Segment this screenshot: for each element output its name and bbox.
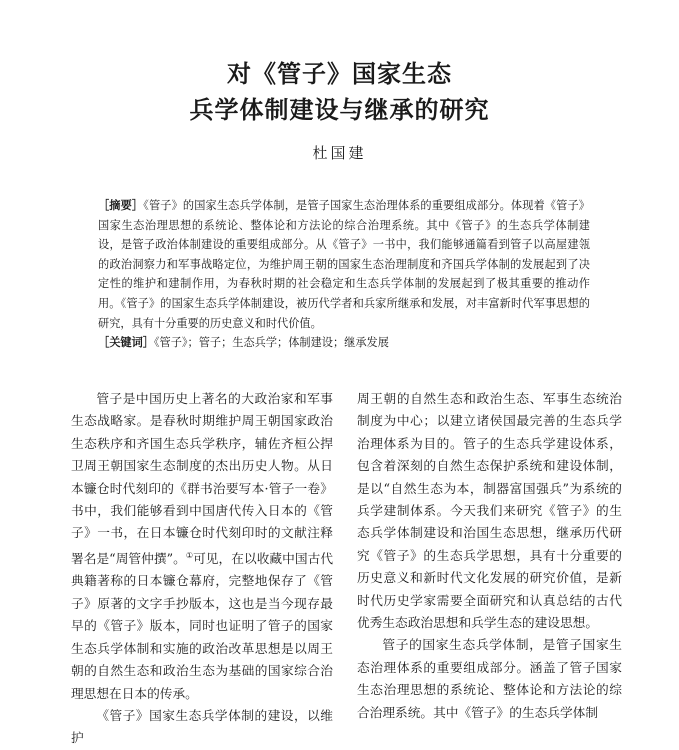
- abstract-text: 《管子》的国家生态兵学体制，是管子国家生态治理体系的重要组成部分。体现着《管子》国家生态治理思想的系统论、整体论和方法论的综合治理系统。其中《管子》的生态兵学体制建设，是管子政治体制建设的重要组成部分。从《管子》一书中，我们能够通篇看到管子以高屋建瓴的政治洞察力和军事战略定位，为维护周王朝的国家生态治理制度和齐国兵学体制的发展起到了决定性的维护和建制作用，为春秋时期的社会稳定和生态兵学体制的发展起到了极其重要的推动作用。《管子》的国家生态兵学体制建设，被历代学者和兵家所继承和发展，对丰富新时代军事思想的研究，具有十分重要的历史意义和时代价值。: [98, 199, 590, 330]
- keywords-line: [98, 333, 590, 353]
- footnote-marker: ①: [185, 550, 194, 560]
- body-paragraph: 《管子》国家生态兵学体制的建设，以维护: [71, 707, 333, 746]
- abstract-paragraph: [98, 196, 590, 333]
- body-paragraph: 管子的国家生态兵学体制，是管子国家生态治理体系的重要组成部分。涵盖了管子国家生态治理思想的系统论、整体论和方法论的综合治理系统。其中《管子》的生态兵学体制: [357, 637, 622, 720]
- body-paragraph: 周王朝的自然生态和政治生态、军事生态统治制度为中心；以建立诸侯国最完善的生态兵学治理体系为目的。管子的生态兵学建设体系，包含着深刻的自然生态保护系统和建设体制，是以“自然生态为本，制器富国强兵”为系统的兵学建制体系。今天我们来研究《管子》的生态兵学体制建设和治国生态思想，继承历代研究《管子》的生态兵学思想，具有十分重要的历史意义和新时代文化发展的研究价值，是新时代历史学家需要全面研究和认真总结的古代优秀生态政治思想和兵学生态的建设思想。: [357, 391, 622, 631]
- body-paragraph: [71, 388, 333, 705]
- author-name: 杜国建: [312, 144, 367, 162]
- abstract-label: ［摘要］: [98, 198, 144, 212]
- keywords-label: ［关键词］: [98, 335, 154, 350]
- article-title-line-1: 对《管子》国家生态: [227, 59, 452, 88]
- body-text: 可见，在以收藏中国古代典籍著称的日本镰仓幕府，完整地保存了《管子》原著的文字手抄版本，这也是当今现存最早的《管子》版本，同时也证明了管子的国家生态兵学体制和实施的政治改革思想是以周王朝的自然生态和政治生态为基础的国家综合治理思想在日本的传承。: [71, 551, 334, 701]
- abstract-block: [98, 196, 590, 353]
- body-text: 管子是中国历史上著名的大政治家和军事生态战略家。是春秋时期维护周王朝国家政治生态秩序和齐国生态兵学秩序，辅佐齐桓公捍卫周王朝国家生态制度的杰出历史人物。从日本镰仓时代刻印的《群书治要写本·管子一卷》书中，我们能够看到中国唐代传入日本的《管子》一书，在日本镰仓时代刻印时的文献注释署名是“周管仲撰”。: [71, 391, 333, 567]
- body-column-left: [71, 388, 333, 750]
- keywords-text: 《管子》；管子；生态兵学；体制建设；继承发展: [153, 336, 389, 350]
- article-title-line-2: 兵学体制建设与继承的研究: [189, 95, 490, 124]
- body-column-right: [357, 388, 622, 724]
